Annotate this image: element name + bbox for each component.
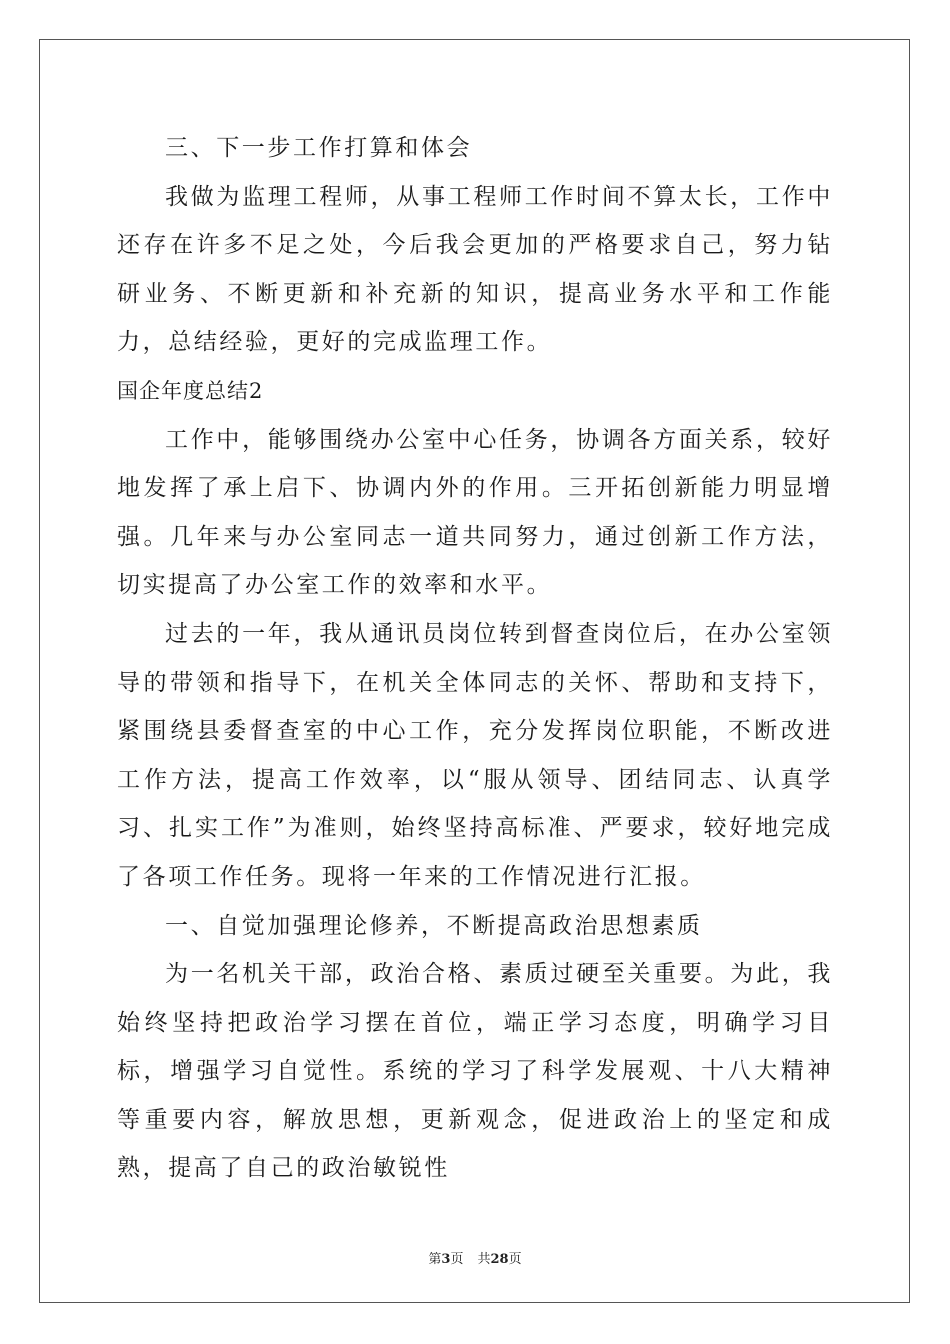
total-pages-number: 28 [490,1252,509,1267]
page-prefix: 第 [428,1252,442,1267]
page-footer [0,1248,950,1267]
section-heading-theory: 一、自觉加强理论修养，不断提高政治思想素质 [165,912,703,939]
section-heading-next-steps: 三、下一步工作打算和体会 [165,135,473,161]
document-body [117,124,833,1193]
current-page-number: 3 [441,1252,451,1267]
total-prefix: 共 [477,1252,491,1267]
total-suffix: 页 [508,1252,522,1267]
page-suffix: 页 [450,1252,464,1267]
paragraph-past-year: 过去的一年，我从通讯员岗位转到督查岗位后，在办公室领导的带领和指导下，在机关全体同志的关怀、帮助和支持下，紧围绕县委督查室的中心工作，充分发挥岗位职能，不断改进工作方法，提高工作效率，以“服从领导、团结同志、认真学习、扎实工作”为准则，始终坚持高标准、严要求，较好地完成了各项工作任务。现将一年来的工作情况进行汇报。 [117,620,833,890]
paragraph-office-work: 工作中，能够围绕办公室中心任务，协调各方面关系，较好地发挥了承上启下、协调内外的作用。三开拓创新能力明显增强。几年来与办公室同志一道共同努力，通过创新工作方法，切实提高了办公室工作的效率和水平。 [117,426,833,599]
document-title-summary-2: 国企年度总结2 [117,378,264,403]
paragraph-supervisor-reflection: 我做为监理工程师，从事工程师工作时间不算太长，工作中还存在许多不足之处，今后我会更加的严格要求自己，努力钻研业务、不断更新和补充新的知识，提高业务水平和工作能力，总结经验，更好的完成监理工作。 [117,183,833,356]
paragraph-political-study: 为一名机关干部，政治合格、素质过硬至关重要。为此，我始终坚持把政治学习摆在首位，端正学习态度，明确学习目标，增强学习自觉性。系统的学习了科学发展观、十八大精神等重要内容，解放思想，更新观念，促进政治上的坚定和成熟，提高了自己的政治敏锐性 [117,961,833,1182]
